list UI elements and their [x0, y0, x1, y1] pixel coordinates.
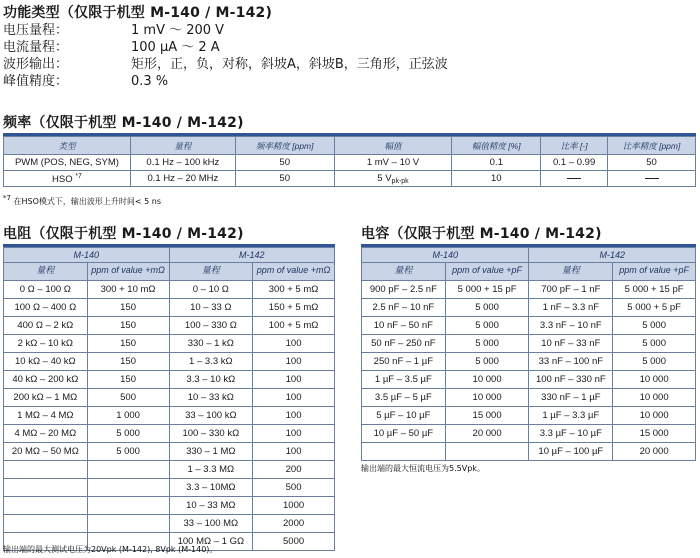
- cell-m142-range: 330 – 1 MΩ: [169, 443, 253, 461]
- cell-m142-range: 1 – 3.3 MΩ: [169, 461, 253, 479]
- cell-type: PWM (POS, NEG, SYM): [4, 155, 131, 171]
- cell-m142-ppm: 100: [253, 371, 335, 389]
- capacitance-footnote: 输出端的最大恒流电压为5.5Vpk。: [361, 464, 485, 473]
- cell-m142-range: 700 pF – 1 nF: [529, 281, 613, 299]
- table-row: [4, 281, 335, 299]
- cell-m140-ppm: 300 + 10 mΩ: [87, 281, 169, 299]
- group-header-m140: M-140: [4, 248, 170, 263]
- cell-m140-range: 40 kΩ – 200 kΩ: [4, 371, 88, 389]
- cell-amp-accuracy: 10: [452, 171, 541, 187]
- cell-m140-range: 2.5 nF – 10 nF: [362, 299, 446, 317]
- col-header-range: 量程: [169, 263, 253, 281]
- dash-icon: [567, 178, 581, 179]
- cell-m142-ppm: 20 000: [613, 443, 696, 461]
- cell-m142-range: 0 – 10 Ω: [169, 281, 253, 299]
- cell-m140-ppm: 150: [87, 353, 169, 371]
- group-header-m140: M-140: [362, 248, 529, 263]
- spec-label: 电流量程：: [3, 40, 69, 55]
- cell-m140-ppm: 15 000: [445, 407, 529, 425]
- table-header-row: [4, 137, 696, 155]
- frequency-footnote: [3, 194, 161, 207]
- table-row: [4, 389, 335, 407]
- cell-m140-ppm: 150: [87, 371, 169, 389]
- cell-m142-ppm: 15 000: [613, 425, 696, 443]
- cell-m142-range: 10 – 33 kΩ: [169, 389, 253, 407]
- table-row: [362, 389, 696, 407]
- cell-m142-range: 100 – 330 kΩ: [169, 425, 253, 443]
- cell-m142-range: 100 – 330 Ω: [169, 317, 253, 335]
- cell-freq-accuracy: 50: [235, 155, 334, 171]
- cell-m140-range: 100 Ω – 400 Ω: [4, 299, 88, 317]
- cell-m140-ppm: [87, 479, 169, 497]
- cell-m142-ppm: 100: [253, 389, 335, 407]
- table-row: [4, 171, 696, 187]
- cell-m140-range: [4, 479, 88, 497]
- cell-m140-ppm: 150: [87, 335, 169, 353]
- cell-m142-range: 330 nF – 1 µF: [529, 389, 613, 407]
- cell-m140-range: 200 kΩ – 1 MΩ: [4, 389, 88, 407]
- spec-value: 1 mV ～ 200 V: [131, 23, 225, 38]
- spec-label: 峰值精度：: [3, 74, 69, 89]
- cell-m142-ppm: 5 000 + 5 pF: [613, 299, 696, 317]
- col-header-freq-accuracy: 频率精度 [ppm]: [235, 137, 334, 155]
- cell-m142-ppm: 150 + 5 mΩ: [253, 299, 335, 317]
- cell-ratio: 0.1 – 0.99: [541, 155, 608, 171]
- cell-amp-accuracy: 0.1: [452, 155, 541, 171]
- table-header-row: [4, 263, 335, 281]
- cell-m140-ppm: 10 000: [445, 389, 529, 407]
- table-row: [4, 371, 335, 389]
- cell-m142-range: 3.3 µF – 10 µF: [529, 425, 613, 443]
- frequency-title: 频率（仅限于机型 M-140 / M-142): [3, 115, 244, 131]
- capacitance-rows: [362, 281, 696, 461]
- cell-m142-ppm: 5 000: [613, 317, 696, 335]
- spec-label: 电压量程：: [3, 23, 69, 38]
- cell-m142-ppm: 5000: [253, 533, 335, 551]
- cell-m140-range: 10 nF – 50 nF: [362, 317, 446, 335]
- group-header-m142: M-142: [529, 248, 696, 263]
- cell-m142-ppm: 100: [253, 443, 335, 461]
- cell-m142-ppm: 10 000: [613, 371, 696, 389]
- cell-m140-range: 400 Ω – 2 kΩ: [4, 317, 88, 335]
- capacitance-title: 电容（仅限于机型 M-140 / M-142): [361, 226, 602, 242]
- table-row: [362, 407, 696, 425]
- cell-amplitude: 1 mV – 10 V: [334, 155, 452, 171]
- cell-m140-range: 4 MΩ – 20 MΩ: [4, 425, 88, 443]
- cell-m142-ppm: 10 000: [613, 389, 696, 407]
- footnote-marker: *7: [3, 194, 11, 202]
- cell-m142-range: 33 – 100 MΩ: [169, 515, 253, 533]
- cell-m142-ppm: 10 000: [613, 407, 696, 425]
- spec-label: 波形输出：: [3, 57, 69, 72]
- col-header-type: 类型: [4, 137, 131, 155]
- cell-m140-ppm: 5 000: [445, 353, 529, 371]
- table-row: [4, 407, 335, 425]
- cell-m140-ppm: 1 000: [87, 407, 169, 425]
- cell-amplitude: [334, 171, 452, 187]
- cell-m142-ppm: 200: [253, 461, 335, 479]
- cell-m142-range: 1 – 3.3 kΩ: [169, 353, 253, 371]
- spec-value: 100 µA ～ 2 A: [131, 40, 220, 55]
- cell-ratio-accuracy: 50: [608, 155, 696, 171]
- col-header-range: 量程: [4, 263, 88, 281]
- table-row: [362, 353, 696, 371]
- table-row: [4, 299, 335, 317]
- cell-m140-range: 10 kΩ – 40 kΩ: [4, 353, 88, 371]
- col-header-range: 量程: [529, 263, 613, 281]
- cell-m142-ppm: 100: [253, 353, 335, 371]
- type-text: HSO: [52, 173, 73, 185]
- spec-value: 0.3 %: [131, 74, 169, 89]
- cell-m140-range: 1 µF – 3.5 µF: [362, 371, 446, 389]
- cell-m140-ppm: 5 000 + 15 pF: [445, 281, 529, 299]
- cell-m140-range: 250 nF – 1 µF: [362, 353, 446, 371]
- col-header-ppm: ppm of value +pF: [445, 263, 529, 281]
- cell-range: 0.1 Hz – 20 MHz: [130, 171, 235, 187]
- col-header-amp-accuracy: 幅值精度 [%]: [452, 137, 541, 155]
- cell-m140-ppm: [87, 497, 169, 515]
- cell-m140-range: [4, 461, 88, 479]
- cell-freq-accuracy: 50: [235, 171, 334, 187]
- cell-m142-ppm: 100: [253, 407, 335, 425]
- table-row: [362, 281, 696, 299]
- cell-m142-range: 33 nF – 100 nF: [529, 353, 613, 371]
- cell-m142-ppm: 100 + 5 mΩ: [253, 317, 335, 335]
- spec-value: 矩形，正，负，对称，斜坡A，斜坡B，三角形，正弦波: [131, 57, 448, 72]
- cell-m140-range: 3.5 µF – 5 µF: [362, 389, 446, 407]
- resistance-title: 电阻（仅限于机型 M-140 / M-142): [3, 226, 244, 242]
- resistance-rows: [4, 281, 335, 551]
- cell-m142-range: 10 – 33 Ω: [169, 299, 253, 317]
- cell-m140-ppm: [87, 461, 169, 479]
- cell-m140-ppm: 5 000: [87, 425, 169, 443]
- table-header-row: [362, 263, 696, 281]
- cell-m140-ppm: 5 000: [445, 299, 529, 317]
- table-row: [4, 497, 335, 515]
- cell-m142-range: 10 µF – 100 µF: [529, 443, 613, 461]
- cell-m140-ppm: 5 000: [87, 443, 169, 461]
- cell-m142-ppm: 300 + 5 mΩ: [253, 281, 335, 299]
- table-row: [362, 371, 696, 389]
- cell-m142-range: 100 MΩ – 1 GΩ: [169, 533, 253, 551]
- col-header-amplitude: 幅值: [334, 137, 452, 155]
- cell-m140-range: 900 pF – 2.5 nF: [362, 281, 446, 299]
- amp-text: 5 V: [377, 172, 392, 184]
- cell-m140-range: 0 Ω – 100 Ω: [4, 281, 88, 299]
- col-header-ppm: ppm of value +mΩ: [253, 263, 335, 281]
- cell-m142-range: 10 – 33 MΩ: [169, 497, 253, 515]
- cell-m140-range: 5 µF – 10 µF: [362, 407, 446, 425]
- table-row: [4, 317, 335, 335]
- cell-m142-ppm: 500: [253, 479, 335, 497]
- cell-m142-range: 330 – 1 kΩ: [169, 335, 253, 353]
- cell-m140-ppm: [445, 443, 529, 461]
- dash-icon: [645, 178, 659, 179]
- table-row: [362, 317, 696, 335]
- cell-m142-ppm: 5 000: [613, 335, 696, 353]
- cell-m142-ppm: 5 000: [613, 353, 696, 371]
- frequency-table: [3, 136, 696, 187]
- table-row: [4, 425, 335, 443]
- cell-m140-ppm: [87, 515, 169, 533]
- cell-m140-range: [4, 497, 88, 515]
- table-row: [362, 425, 696, 443]
- col-header-ppm: ppm of value +mΩ: [87, 263, 169, 281]
- cell-ratio: [541, 171, 608, 187]
- group-header-row: [4, 248, 335, 263]
- cell-m142-range: 1 nF – 3.3 nF: [529, 299, 613, 317]
- table-row: [4, 443, 335, 461]
- cell-m140-ppm: 150: [87, 317, 169, 335]
- resistance-footnote: 输出端的最大测试电压为20Vpk (M-142), 8Vpk (M-140)。: [3, 545, 218, 554]
- col-header-ppm: ppm of value +pF: [613, 263, 696, 281]
- cell-m142-ppm: 100: [253, 335, 335, 353]
- cell-m142-range: 100 nF – 330 nF: [529, 371, 613, 389]
- cell-m142-ppm: 1000: [253, 497, 335, 515]
- group-header-m142: M-142: [169, 248, 335, 263]
- table-row: [362, 443, 696, 461]
- cell-m142-range: 3.3 nF – 10 nF: [529, 317, 613, 335]
- table-row: [4, 461, 335, 479]
- table-row: [4, 335, 335, 353]
- cell-m140-range: [362, 443, 446, 461]
- cell-m142-range: 33 – 100 kΩ: [169, 407, 253, 425]
- functions-title: 功能类型（仅限于机型 M-140 / M-142): [3, 5, 273, 21]
- cell-m142-range: 1 µF – 3.3 µF: [529, 407, 613, 425]
- table-row: [4, 515, 335, 533]
- cell-m140-ppm: 20 000: [445, 425, 529, 443]
- col-header-range: 量程: [130, 137, 235, 155]
- footnote-marker: *7: [75, 172, 82, 180]
- cell-m140-ppm: 10 000: [445, 371, 529, 389]
- table-row: [4, 155, 696, 171]
- cell-range: 0.1 Hz – 100 kHz: [130, 155, 235, 171]
- cell-m142-range: 10 nF – 33 nF: [529, 335, 613, 353]
- cell-type: [4, 171, 131, 187]
- cell-m140-ppm: 150: [87, 299, 169, 317]
- capacitance-table: [361, 247, 696, 461]
- cell-m142-range: 3.3 – 10MΩ: [169, 479, 253, 497]
- table-row: [362, 335, 696, 353]
- cell-m140-ppm: 5 000: [445, 335, 529, 353]
- cell-m142-ppm: 2000: [253, 515, 335, 533]
- cell-m140-range: 1 MΩ – 4 MΩ: [4, 407, 88, 425]
- cell-m140-range: 2 kΩ – 10 kΩ: [4, 335, 88, 353]
- col-header-ratio-accuracy: 比率精度 [ppm]: [608, 137, 696, 155]
- table-row: [362, 299, 696, 317]
- col-header-range: 量程: [362, 263, 446, 281]
- cell-m140-ppm: 5 000: [445, 317, 529, 335]
- cell-m142-ppm: 5 000 + 15 pF: [613, 281, 696, 299]
- col-header-ratio: 比率 [-]: [541, 137, 608, 155]
- cell-ratio-accuracy: [608, 171, 696, 187]
- cell-m142-range: 3.3 – 10 kΩ: [169, 371, 253, 389]
- footnote-text: 在HSO模式下，输出波形上升时间< 5 ns: [10, 197, 162, 206]
- cell-m140-ppm: 500: [87, 389, 169, 407]
- cell-m140-range: [4, 515, 88, 533]
- cell-m142-ppm: 100: [253, 425, 335, 443]
- amp-subscript: pk-pk: [391, 177, 409, 185]
- resistance-table: [3, 247, 335, 551]
- cell-m140-range: 50 nF – 250 nF: [362, 335, 446, 353]
- cell-m140-range: 10 µF – 50 µF: [362, 425, 446, 443]
- table-row: [4, 353, 335, 371]
- cell-m140-range: 20 MΩ – 50 MΩ: [4, 443, 88, 461]
- group-header-row: [362, 248, 696, 263]
- table-row: [4, 479, 335, 497]
